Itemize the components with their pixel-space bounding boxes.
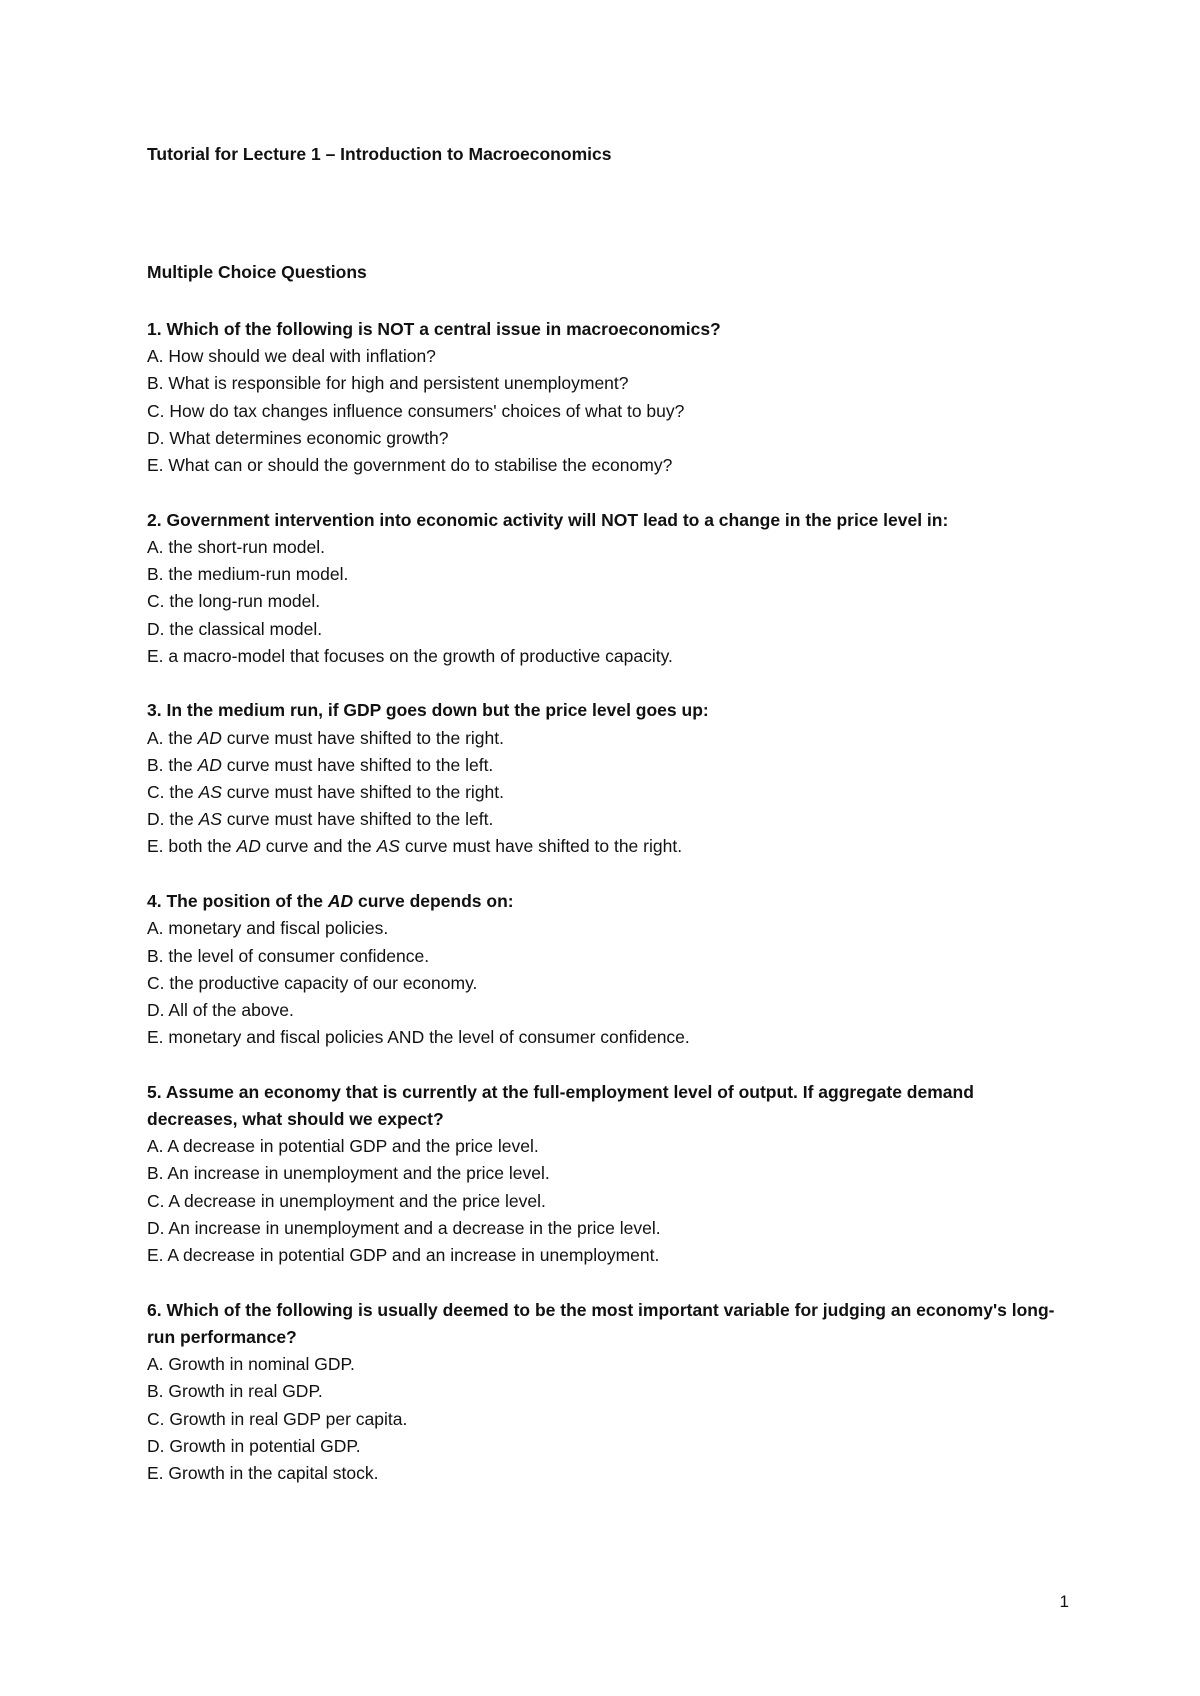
answer-option: E. a macro-model that focuses on the growth of productive capacity.	[147, 645, 673, 666]
question-number: 2.	[147, 509, 162, 530]
answer-option: B. the AD curve must have shifted to the left.	[147, 754, 494, 775]
answer-option: E. monetary and fiscal policies AND the level of consumer confidence.	[147, 1027, 690, 1048]
answer-option: E. both the AD curve and the AS curve must have shifted to the right.	[147, 836, 683, 857]
question-6	[147, 1297, 1067, 1487]
question-2	[147, 507, 1067, 670]
answer-option: C. the AS curve must have shifted to the right.	[147, 782, 505, 803]
question-prompt: In the medium run, if GDP goes down but the price level goes up:	[166, 700, 709, 721]
answer-option: E. Growth in the capital stock.	[147, 1463, 379, 1484]
questions-list	[147, 316, 1067, 1515]
question-number: 6.	[147, 1299, 162, 1320]
question-5	[147, 1079, 1067, 1269]
answer-option: B. An increase in unemployment and the price level.	[147, 1163, 550, 1184]
answer-option: C. Growth in real GDP per capita.	[147, 1408, 408, 1429]
question-number: 1.	[147, 319, 162, 339]
question-prompt: Government intervention into economic activity will NOT lead to a change in the price level in:	[166, 509, 949, 530]
answer-option: D. All of the above.	[147, 999, 294, 1020]
answer-option: D. the classical model.	[147, 618, 323, 639]
answer-option: E. What can or should the government do to stabilise the economy?	[147, 455, 673, 476]
answer-option: C. the productive capacity of our economy.	[147, 972, 478, 993]
question-text	[147, 316, 1067, 343]
answer-option: C. A decrease in unemployment and the price level.	[147, 1190, 546, 1211]
answer-option: D. What determines economic growth?	[147, 427, 449, 448]
answer-option: B. What is responsible for high and persistent unemployment?	[147, 373, 629, 394]
question-prompt: Which of the following is NOT a central issue in macroeconomics?	[166, 319, 721, 339]
question-text	[147, 1297, 1067, 1351]
answer-option: D. Growth in potential GDP.	[147, 1435, 361, 1456]
answer-option: A. monetary and fiscal policies.	[147, 918, 389, 939]
question-3	[147, 697, 1067, 860]
answer-option: A. the AD curve must have shifted to the right.	[147, 727, 504, 748]
answer-option: A. How should we deal with inflation?	[147, 346, 436, 367]
answer-option: A. the short-run model.	[147, 536, 325, 557]
answer-option: A. Growth in nominal GDP.	[147, 1354, 355, 1375]
answer-option: A. A decrease in potential GDP and the price level.	[147, 1136, 539, 1157]
question-number: 4.	[147, 891, 162, 912]
question-prompt: Which of the following is usually deemed to be the most important variable for judging an economy's long-run performance?	[147, 1299, 1055, 1347]
answer-option: B. Growth in real GDP.	[147, 1381, 323, 1402]
answer-option: B. the medium-run model.	[147, 564, 349, 585]
answer-option: C. How do tax changes influence consumers' choices of what to buy?	[147, 400, 685, 421]
document-title: Tutorial for Lecture 1 – Introduction to Macroeconomics	[147, 144, 612, 164]
question-4	[147, 888, 1067, 1051]
question-text	[147, 888, 1067, 915]
question-text	[147, 697, 1067, 724]
answer-option: E. A decrease in potential GDP and an increase in unemployment.	[147, 1245, 660, 1266]
answer-option: D. An increase in unemployment and a decrease in the price level.	[147, 1217, 661, 1238]
answer-option: C. the long-run model.	[147, 591, 321, 612]
section-title: Multiple Choice Questions	[147, 262, 367, 282]
answer-option: B. the level of consumer confidence.	[147, 945, 430, 966]
question-prompt: Assume an economy that is currently at the full-employment level of output. If aggregate demand decreases, what should we expect?	[147, 1081, 974, 1130]
question-prompt: The position of the AD curve depends on:	[166, 891, 514, 912]
question-text	[147, 1079, 1067, 1133]
question-number: 3.	[147, 700, 162, 721]
question-number: 5.	[147, 1081, 162, 1102]
answer-option: D. the AS curve must have shifted to the left.	[147, 809, 494, 830]
page-number: 1	[1059, 1592, 1069, 1611]
question-1	[147, 316, 1067, 479]
question-text	[147, 507, 1067, 534]
